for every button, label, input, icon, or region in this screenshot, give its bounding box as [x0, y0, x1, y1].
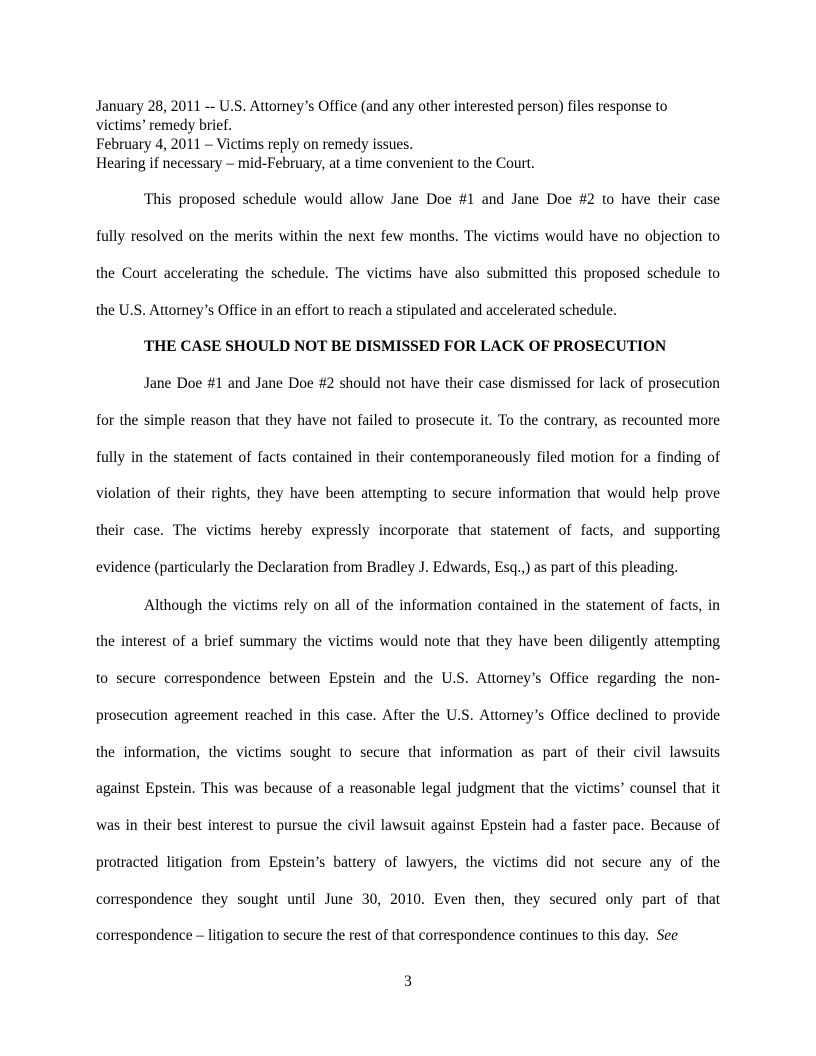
text-line-body: correspondence – litigation to secure the rest of that correspondence continues to this day. — [96, 927, 649, 944]
text-line: This proposed schedule would allow Jane Doe #1 and Jane Doe #2 to have their case — [144, 191, 720, 208]
page-number: 3 — [404, 973, 412, 990]
text-line: evidence (particularly the Declaration from Bradley J. Edwards, Esq.,) as part of this pleading. — [96, 559, 679, 576]
schedule-line: victims’ remedy brief. — [96, 117, 233, 134]
text-line: prosecution agreement reached in this case. After the U.S. Attorney’s Office declined to provide — [96, 707, 720, 724]
text-line: fully in the statement of facts contained in their contemporaneously filed motion for a finding of — [96, 449, 720, 466]
text-line: to secure correspondence between Epstein and the U.S. Attorney’s Office regarding the non- — [96, 670, 720, 687]
text-line: violation of their rights, they have been attempting to secure information that would help prove — [96, 485, 720, 502]
section-heading: THE CASE SHOULD NOT BE DISMISSED FOR LACK OF PROSECUTION — [144, 338, 667, 355]
text-line: the interest of a brief summary the victims would note that they have been diligently attempting — [96, 633, 720, 650]
schedule-line: February 4, 2011 – Victims reply on remedy issues. — [96, 136, 414, 153]
text-line: for the simple reason that they have not failed to prosecute it. To the contrary, as recounted more — [96, 412, 720, 429]
text-line: Although the victims rely on all of the information contained in the statement of facts, in — [144, 597, 720, 614]
text-line: the Court accelerating the schedule. The victims have also submitted this proposed schedule to — [96, 265, 720, 282]
text-line: fully resolved on the merits within the next few months. The victims would have no objection to — [96, 228, 720, 245]
text-line: their case. The victims hereby expressly incorporate that statement of facts, and supporting — [96, 522, 720, 539]
text-line: was in their best interest to pursue the civil lawsuit against Epstein had a faster pace. Because of — [96, 817, 720, 834]
text-line — [96, 926, 720, 945]
see-signal: See — [656, 927, 678, 944]
schedule-line: Hearing if necessary – mid-February, at a time convenient to the Court. — [96, 155, 535, 172]
text-line: the U.S. Attorney’s Office in an effort to reach a stipulated and accelerated schedule. — [96, 302, 617, 319]
text-line: protracted litigation from Epstein’s battery of lawyers, the victims did not secure any of the — [96, 854, 720, 871]
text-line: correspondence they sought until June 30, 2010. Even then, they secured only part of that — [96, 891, 720, 908]
text-line: the information, the victims sought to secure that information as part of their civil lawsuits — [96, 744, 720, 761]
text-line: against Epstein. This was because of a reasonable legal judgment that the victims’ counsel that it — [96, 780, 720, 797]
schedule-line: January 28, 2011 -- U.S. Attorney’s Office (and any other interested person) files response to — [96, 98, 668, 115]
text-line: Jane Doe #1 and Jane Doe #2 should not have their case dismissed for lack of prosecution — [144, 375, 720, 392]
